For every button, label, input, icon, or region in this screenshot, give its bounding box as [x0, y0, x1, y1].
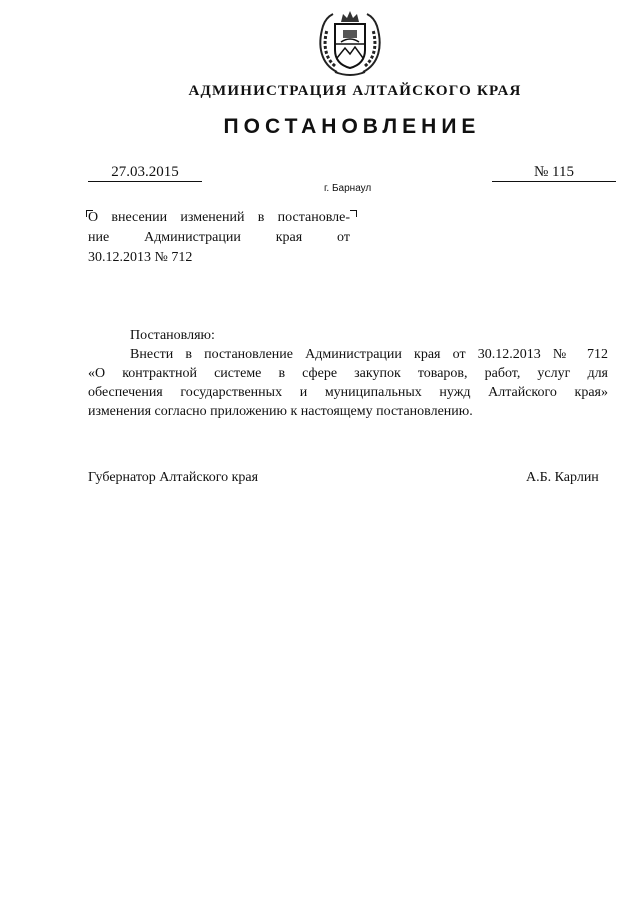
subject-line: ние Администрации края от — [88, 230, 350, 245]
body-line: «О контрактной системе в сфере закупок товаров, работ, услуг для — [88, 366, 608, 381]
body-line: Внести в постановление Администрации края от 30.12.2013 № 712 — [130, 347, 608, 362]
subject-corner-mark-right — [350, 210, 357, 217]
organization-name: АДМИНИСТРАЦИЯ АЛТАЙСКОГО КРАЯ — [188, 83, 522, 99]
subject-line: 30.12.2013 № 712 — [88, 250, 193, 265]
document-body — [88, 326, 608, 421]
body-opening: Постановляю: — [130, 328, 215, 343]
body-line: обеспечения государственных и муниципальных нужд Алтайского края» — [88, 385, 608, 400]
body-line: изменения согласно приложению к настоящему постановлению. — [88, 404, 473, 419]
document-date: 27.03.2015 — [88, 164, 202, 182]
document-city: г. Барнаул — [324, 183, 372, 194]
altai-krai-coat-of-arms-icon — [315, 6, 385, 78]
signer-title: Губернатор Алтайского края — [88, 470, 259, 485]
subject-line: О внесении изменений в постановле- — [88, 210, 350, 225]
document-type-title: ПОСТАНОВЛЕНИЕ — [223, 115, 481, 138]
signer-name: А.Б. Карлин — [526, 470, 599, 485]
document-number: № 115 — [492, 164, 616, 182]
document-subject — [88, 208, 350, 268]
